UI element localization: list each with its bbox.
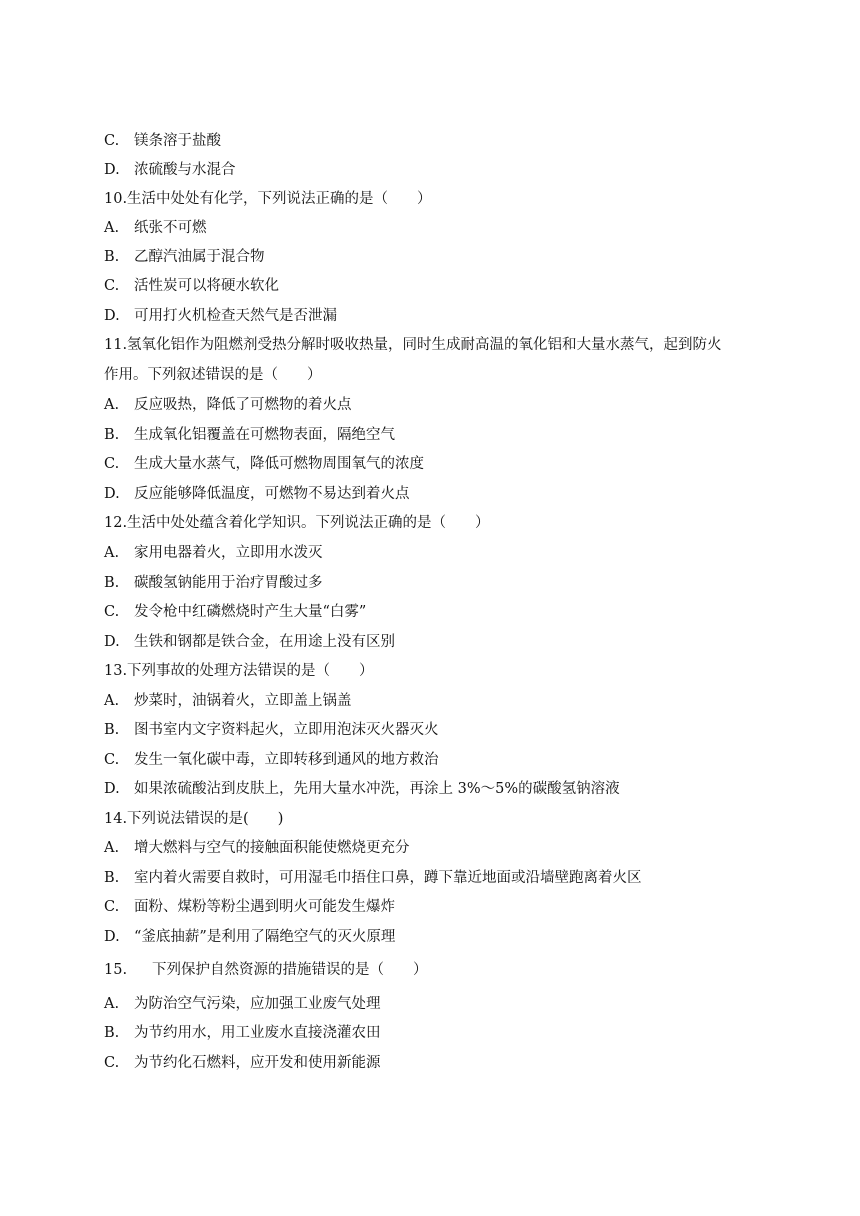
option-letter: D. [104,162,120,178]
q11-option-d [104,484,410,504]
q10-option-b [104,247,265,267]
option-text: 如果浓硫酸沾到皮肤上，先用大量水冲洗，再涂上 3%～5%的碳酸氢钠溶液 [134,781,620,797]
q15-option-b [104,1023,381,1043]
option-letter: C. [104,278,120,294]
option-letter: A. [104,693,120,709]
q12-option-b [104,573,323,593]
q15-option-c [104,1053,381,1073]
q12-stem: 12.生活中处处蕴含着化学知识。下列说法正确的是（ ） [104,515,490,531]
q12-option-a [104,543,323,563]
option-letter: B. [104,427,120,443]
q12-option-c [104,602,366,622]
option-letter: C. [104,604,120,620]
option-letter: C. [104,899,120,915]
q15-stem [104,960,428,980]
option-text: 反应能够降低温度，可燃物不易达到着火点 [134,486,410,502]
option-letter: C. [104,752,120,768]
option-letter: A. [104,996,120,1012]
q13-option-a [104,691,352,711]
option-text: 发生一氧化碳中毒，立即转移到通风的地方救治 [134,752,439,768]
q14-option-b [104,868,642,888]
q11-stem-line2: 作用。下列叙述错误的是（ ） [104,367,322,383]
q14-option-d [104,927,395,947]
q12-option-d [104,632,395,652]
option-text: 为节约化石燃料，应开发和使用新能源 [134,1055,381,1071]
q10-stem: 10.生活中处处有化学，下列说法正确的是（ ） [104,191,432,207]
option-letter: B. [104,870,120,886]
q14-stem: 14.下列说法错误的是( ) [104,811,284,827]
question-number: 15. [104,962,128,978]
option-text: 面粉、煤粉等粉尘遇到明火可能发生爆炸 [134,899,395,915]
option-text: 碳酸氢钠能用于治疗胃酸过多 [134,575,323,591]
option-letter: D. [104,781,120,797]
option-text: 家用电器着火，立即用水泼灭 [134,545,323,561]
option-text: 发令枪中红磷燃烧时产生大量“白雾” [134,604,367,620]
option-text: 增大燃料与空气的接触面积能使燃烧更充分 [134,840,410,856]
option-text: “釜底抽薪”是利用了隔绝空气的灭火原理 [134,929,396,945]
option-text: 生成大量水蒸气，降低可燃物周围氧气的浓度 [134,456,424,472]
q13-stem: 13.下列事故的处理方法错误的是（ ） [104,663,374,679]
q13-option-c [104,750,439,770]
q10-option-a [104,218,207,238]
q13-option-b [104,720,439,740]
q11-option-a [104,395,352,415]
q10-option-d [104,306,337,326]
option-letter: D. [104,486,120,502]
q15-option-a [104,994,381,1014]
option-text: 反应吸热，降低了可燃物的着火点 [134,397,352,413]
option-text: 乙醇汽油属于混合物 [134,249,265,265]
option-text: 生成氧化铝覆盖在可燃物表面，隔绝空气 [134,427,395,443]
option-letter: C. [104,1055,120,1071]
q14-option-c [104,897,395,917]
option-text: 为节约用水，用工业废水直接浇灌农田 [134,1025,381,1041]
question-text: 下列保护自然资源的措施错误的是（ ） [152,962,428,978]
option-letter: D. [104,929,120,945]
option-letter: A. [104,397,120,413]
option-letter: C. [104,456,120,472]
q11-option-b [104,425,395,445]
option-letter: A. [104,545,120,561]
option-text: 镁条溶于盐酸 [134,133,221,149]
option-text: 图书室内文字资料起火，立即用泡沫灭火器灭火 [134,722,439,738]
q14-option-a [104,838,410,858]
q9-option-c [104,131,221,151]
option-text: 可用打火机检查天然气是否泄漏 [134,308,337,324]
option-letter: A. [104,220,120,236]
q11-stem-line1: 11.氢氧化铝作为阻燃剂受热分解时吸收热量，同时生成耐高温的氧化铝和大量水蒸气，起到防火 [104,337,722,353]
option-text: 浓硫酸与水混合 [134,162,236,178]
q10-option-c [104,276,279,296]
option-letter: A. [104,840,120,856]
option-letter: B. [104,722,120,738]
option-text: 活性炭可以将硬水软化 [134,278,279,294]
option-text: 室内着火需要自救时，可用湿毛巾捂住口鼻，蹲下靠近地面或沿墙壁跑离着火区 [134,870,642,886]
q11-option-c [104,454,424,474]
option-letter: B. [104,249,120,265]
option-text: 为防治空气污染，应加强工业废气处理 [134,996,381,1012]
q9-option-d [104,160,236,180]
option-letter: D. [104,634,120,650]
option-letter: D. [104,308,120,324]
option-text: 生铁和钢都是铁合金，在用途上没有区别 [134,634,395,650]
option-text: 纸张不可燃 [134,220,207,236]
option-text: 炒菜时，油锅着火，立即盖上锅盖 [134,693,352,709]
option-letter: B. [104,1025,120,1041]
option-letter: C. [104,133,120,149]
q13-option-d [104,779,620,799]
option-letter: B. [104,575,120,591]
